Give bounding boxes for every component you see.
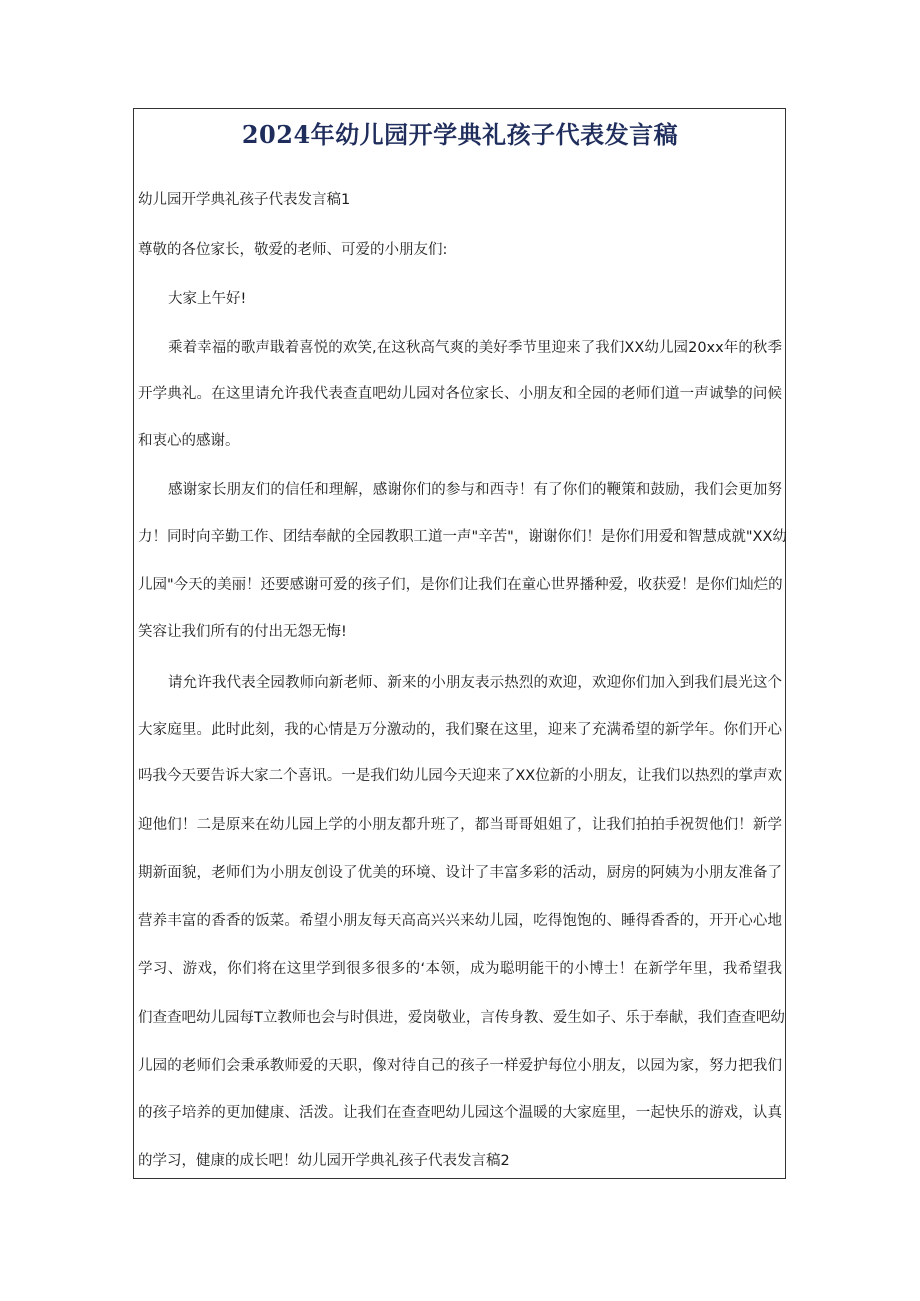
paragraph-line: 请允许我代表全园教师向新老师、新来的小朋友表示热烈的欢迎，欢迎你们加入到我们晨光这个 <box>168 675 782 691</box>
paragraph-line: 乘着幸福的歌声戢着喜悦的欢笑,在这秋高气爽的美好季节里迎来了我们XX幼儿园20xx年的秋季 <box>168 340 782 356</box>
paragraph-line: 的学习，健康的成长吧！幼儿园开学典礼孩子代表发言稿2 <box>138 1153 510 1169</box>
paragraph-line: 开学典礼。在这里请允许我代表查直吧幼儿园对各位家长、小朋友和全园的老师们道一声诚挚的问候 <box>138 386 782 402</box>
paragraph-line: 感谢家长朋友们的信任和理解，感谢你们的参与和西寺！有了你们的鞭策和鼓励，我们会更加努 <box>168 482 782 498</box>
paragraph-line: 迎他们！二是原来在幼儿园上学的小朋友都升班了，都当哥哥姐姐了，让我们拍拍手祝贺他们！新学 <box>138 817 782 833</box>
paragraph-line: 期新面貌，老师们为小朋友创设了优美的环境、设计了丰富多彩的活动，厨房的阿姨为小朋友准备了 <box>138 865 782 881</box>
paragraph-line: 和衷心的感谢。 <box>138 433 240 449</box>
paragraph-line: 们查查吧幼儿园每T立教师也会与时俱进，爱岗敬业，言传身教、爱生如子、乐于奉献，我们查查吧幼 <box>138 1010 785 1026</box>
paragraph-line: 大家庭里。此时此刻，我的心情是万分激动的，我们聚在这里，迎来了充满希望的新学年。你们开心 <box>138 722 782 738</box>
paragraph-line: 学习、游戏，你们将在这里学到很多很多的‘本领，成为聪明能干的小博士！在新学年里，我希望我 <box>138 961 782 977</box>
paragraph-line: 笑容让我们所有的付出无怨无悔! <box>138 624 347 640</box>
paragraph-line: 儿园的老师们会秉承教师爱的天职，像对待自己的孩子一样爱护每位小朋友，以园为家，努力把我们 <box>138 1058 782 1074</box>
paragraph-line: 力！同时向辛勤工作、团结奉献的全园教职工道一声"辛苦"，谢谢你们！是你们用爱和智慧成就"XX幼 <box>138 529 787 545</box>
section-heading: 幼儿园开学典礼孩子代表发言稿1 <box>138 192 351 208</box>
greeting: 大家上午好! <box>168 291 247 307</box>
paragraph-line: 吗我今天要告诉大家二个喜讯。一是我们幼儿园今天迎来了XX位新的小朋友，让我们以热烈的掌声欢 <box>138 768 782 784</box>
paragraph-line: 营养丰富的香香的饭菜。希望小朋友每天高高兴兴来幼儿园，吃得饱饱的、睡得香香的，开开心心地 <box>138 913 782 929</box>
salutation: 尊敬的各位家长，敬爱的老师、可爱的小朋友们: <box>138 242 448 258</box>
page-title: 2024年幼儿园开学典礼孩子代表发言稿 <box>241 120 679 149</box>
paragraph-line: 的孩子培养的更加健康、活泼。让我们在查查吧幼儿园这个温暖的大家庭里，一起快乐的游戏，认真 <box>138 1105 782 1121</box>
paragraph-line: 儿园"今天的美丽！还要感谢可爱的孩子们，是你们让我们在童心世界播种爱，收获爱！是你们灿烂的 <box>138 577 783 593</box>
